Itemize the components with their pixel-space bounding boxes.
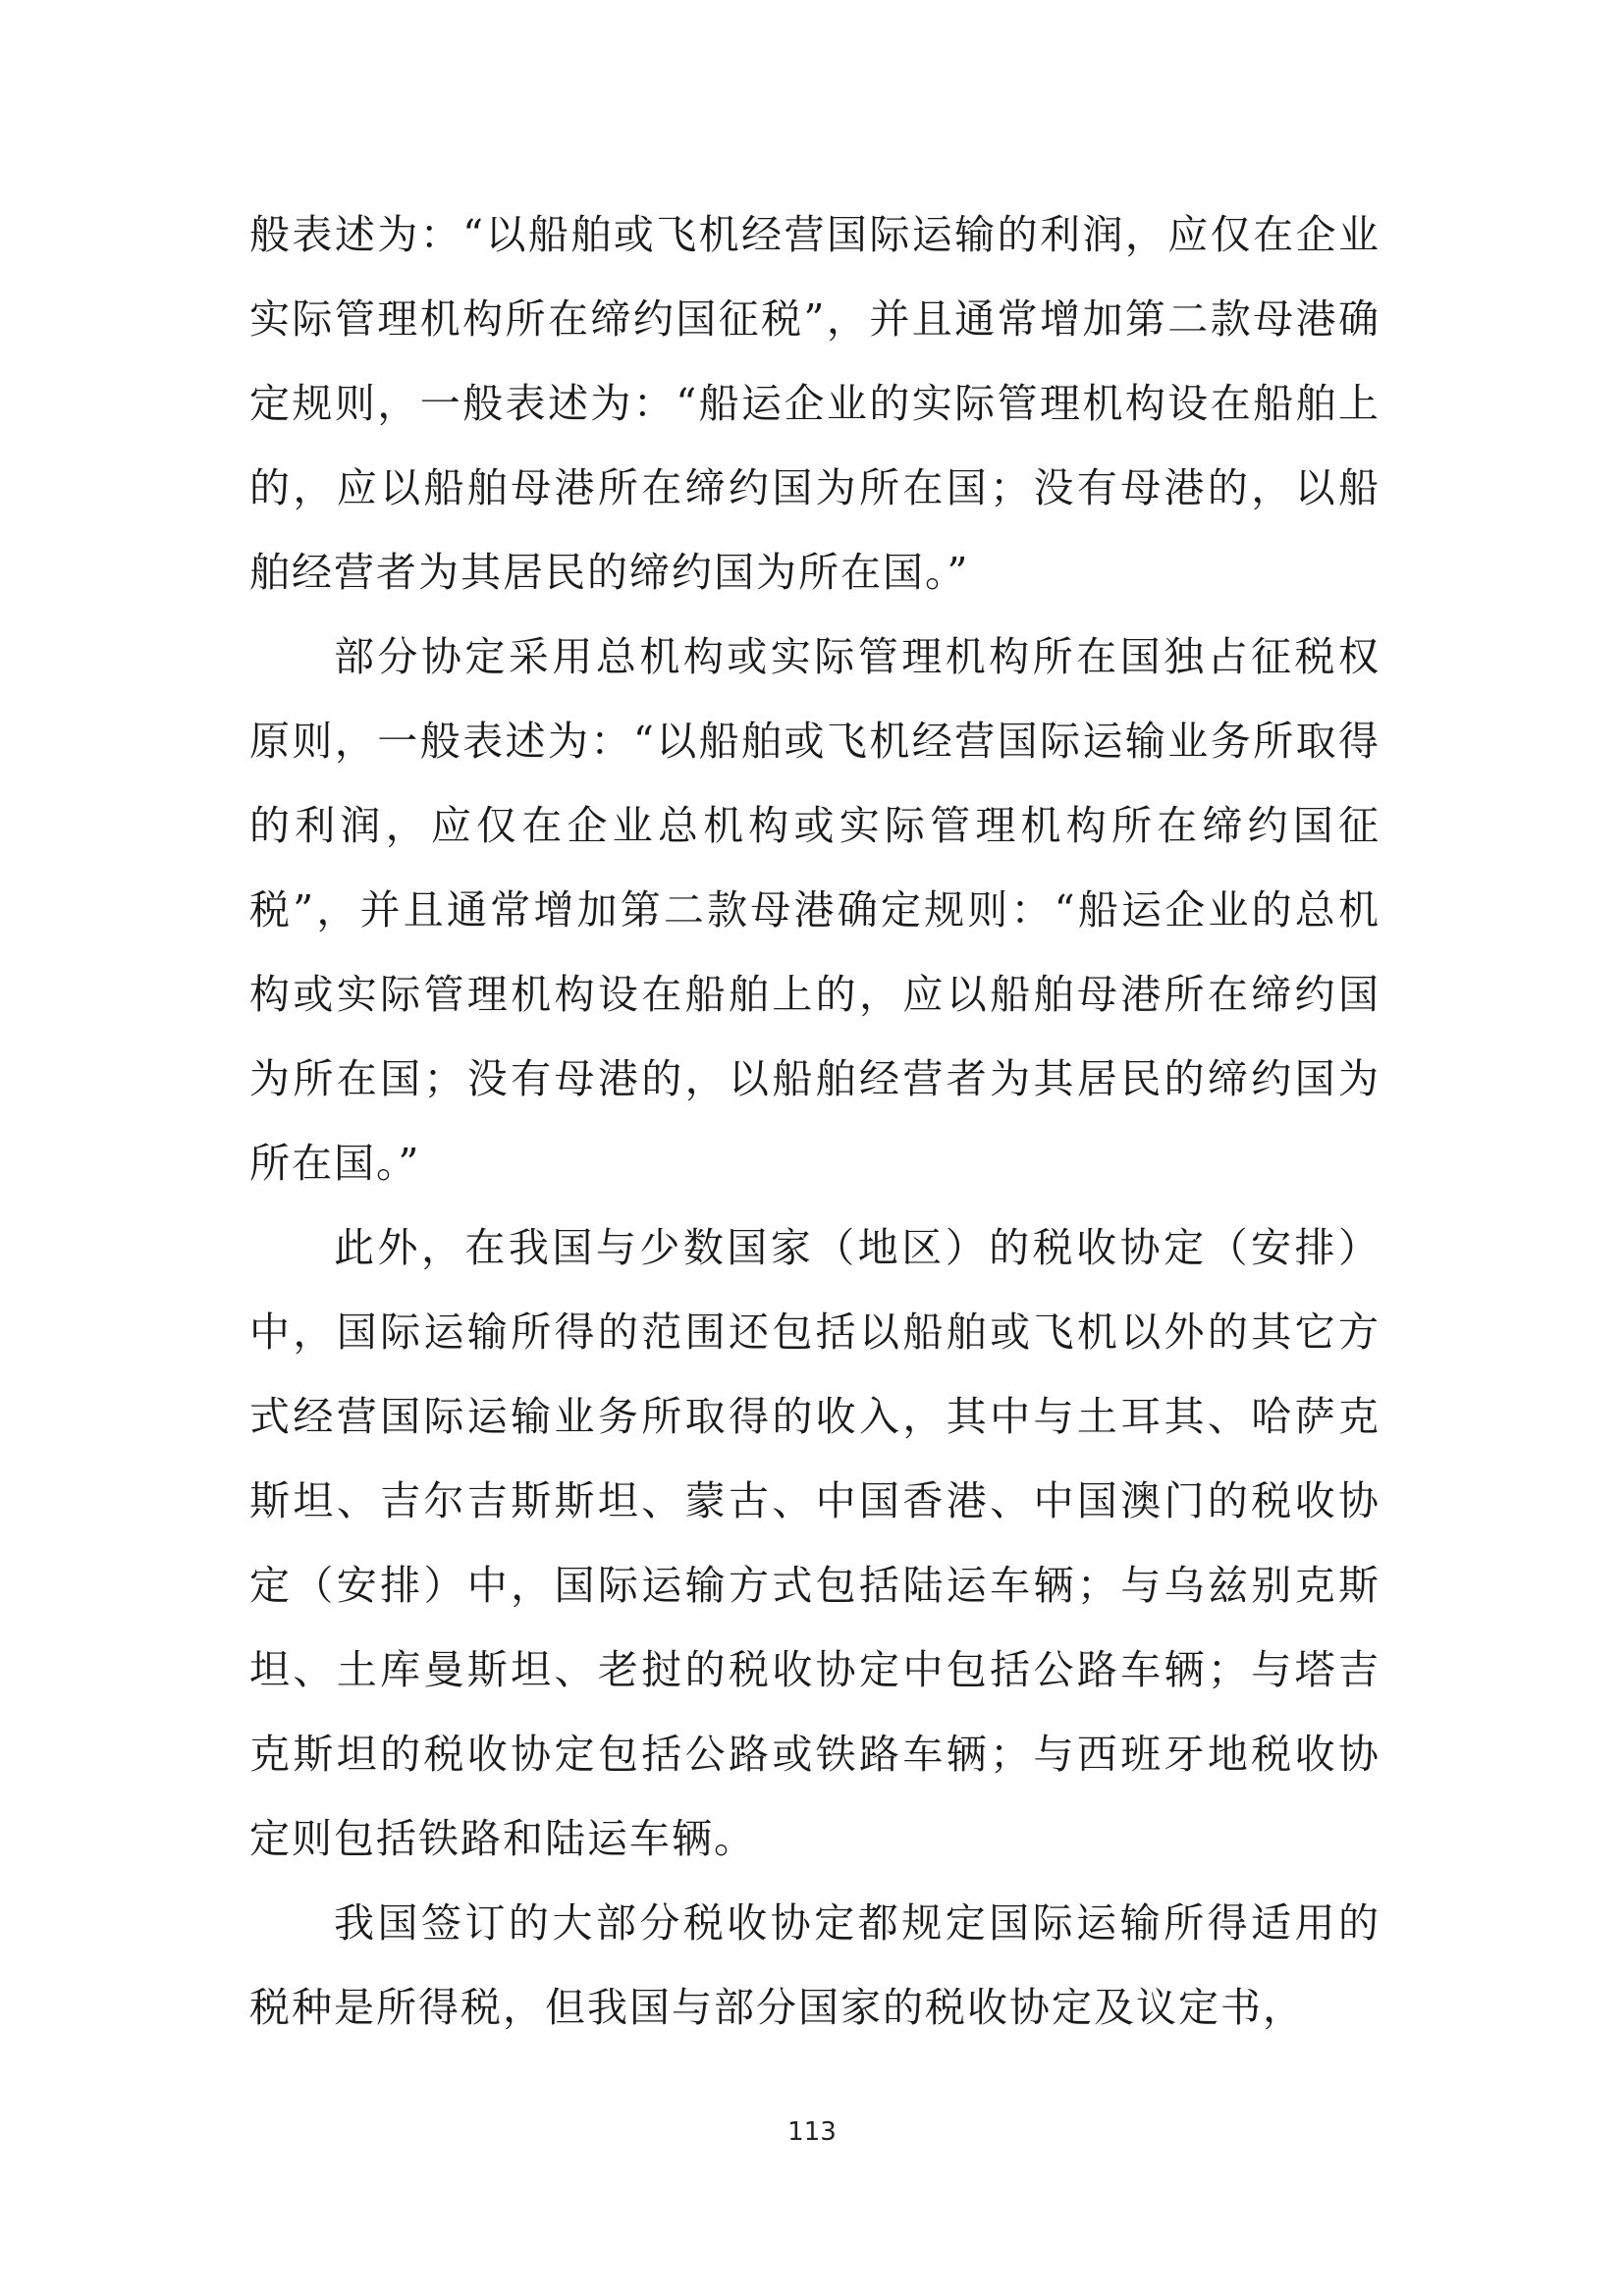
document-body [249,192,1380,2050]
paragraph: 此外，在我国与少数国家（地区）的税收协定（安排）中，国际运输所得的范围还包括以船舶或飞机以外的其它方式经营国际运输业务所取得的收入，其中与土耳其、哈萨克斯坦、吉尔吉斯斯坦、蒙古、中国香港、中国澳门的税收协定（安排）中，国际运输方式包括陆运车辆；与乌兹别克斯坦、土库曼斯坦、老挝的税收协定中包括公路车辆；与塔吉克斯坦的税收协定包括公路或铁路车辆；与西班牙地税收协定则包括铁路和陆运车辆。 [249,1224,1380,1862]
paragraph: 部分协定采用总机构或实际管理机构所在国独占征税权原则，一般表述为：“以船舶或飞机经营国际运输业务所取得的利润，应仅在企业总机构或实际管理机构所在缔约国征税”，并且通常增加第二款母港确定规则：“船运企业的总机构或实际管理机构设在船舶上的，应以船舶母港所在缔约国为所在国；没有母港的，以船舶经营者为其居民的缔约国为所在国。” [249,633,1380,1187]
paragraph: 我国签订的大部分税收协定都规定国际运输所得适用的税种是所得税，但我国与部分国家的税收协定及议定书， [249,1899,1380,2031]
page-number: 113 [787,2117,837,2147]
paragraph-continued: 般表述为：“以船舶或飞机经营国际运输的利润，应仅在企业实际管理机构所在缔约国征税”，并且通常增加第二款母港确定规则，一般表述为：“船运企业的实际管理机构设在船舶上的，应以船舶母港所在缔约国为所在国；没有母港的，以船舶经营者为其居民的缔约国为所在国。” [249,211,1380,596]
